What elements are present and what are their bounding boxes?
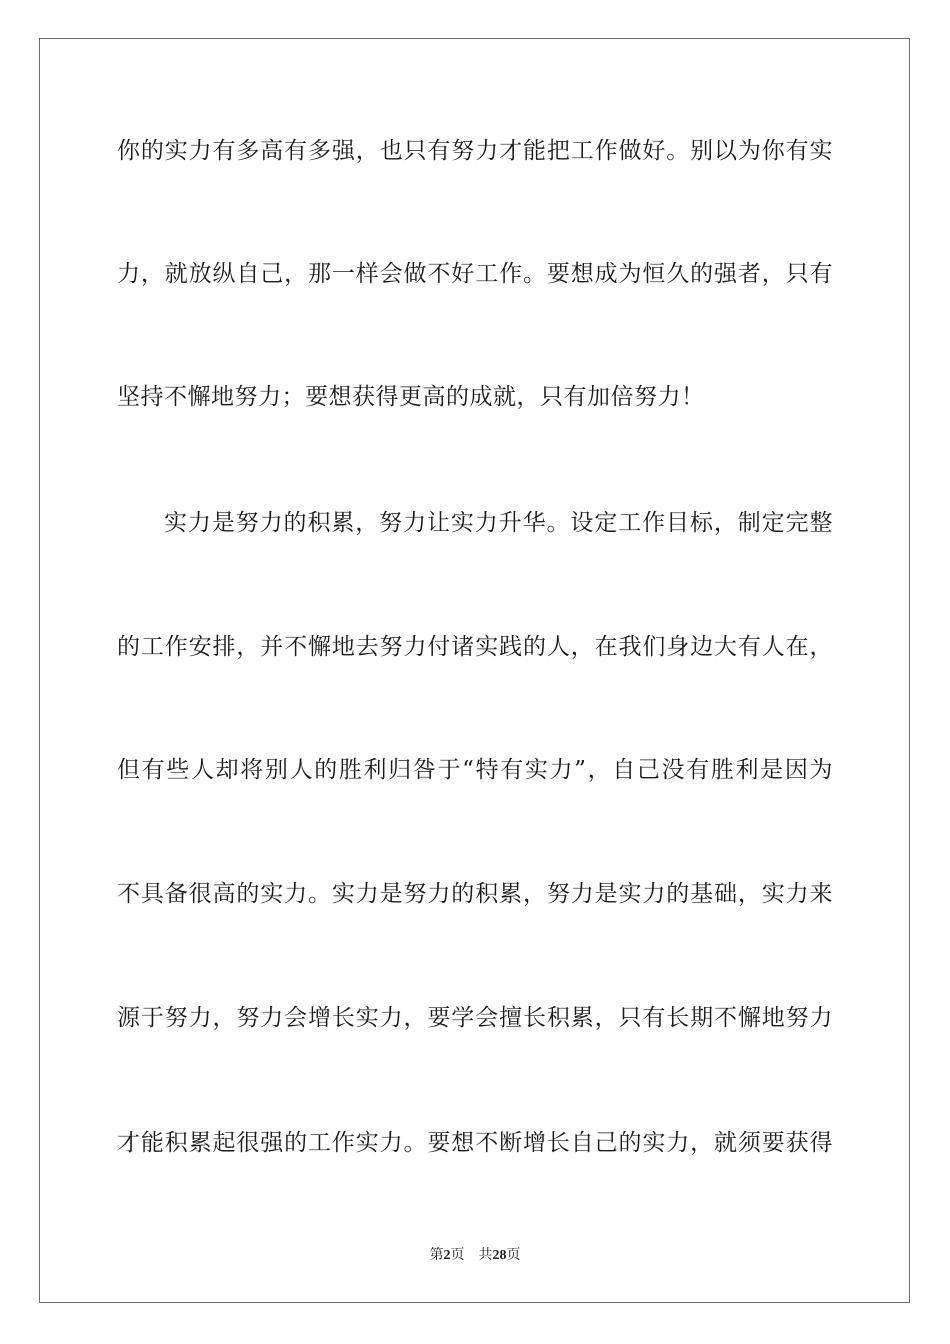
total-prefix: 共 [478, 1248, 493, 1263]
page-prefix: 第 [429, 1248, 444, 1263]
total-pages: 28 [492, 1248, 507, 1263]
text-line: 源于努力，努力会增长实力，要学会擅长积累，只有长期不懈地努力 [117, 1005, 833, 1031]
total-suffix: 页 [506, 1248, 521, 1263]
paragraph-first-line: 实力是努力的积累，努力让实力升华。设定工作目标，制定完整 [164, 510, 833, 536]
page-footer [0, 1247, 950, 1265]
text-line: 坚持不懈地努力；要想获得更高的成就，只有加倍努力！ [117, 384, 705, 410]
text-line: 的工作安排，并不懈地去努力付诸实践的人，在我们身边大有人在， [117, 634, 833, 660]
text-line: 你的实力有多高有多强，也只有努力才能把工作做好。别以为你有实 [117, 138, 833, 164]
page-number: 2 [443, 1248, 451, 1263]
text-line: 不具备很高的实力。实力是努力的积累，努力是实力的基础，实力来 [117, 881, 833, 907]
text-line: 力，就放纵自己，那一样会做不好工作。要想成为恒久的强者，只有 [117, 261, 833, 287]
page-suffix: 页 [450, 1248, 465, 1263]
page-border [39, 38, 910, 1303]
text-line: 才能积累起很强的工作实力。要想不断增长自己的实力，就须要获得 [117, 1130, 833, 1156]
text-line: 但有些人却将别人的胜利归咎于“特有实力”，自己没有胜利是因为 [117, 757, 833, 783]
